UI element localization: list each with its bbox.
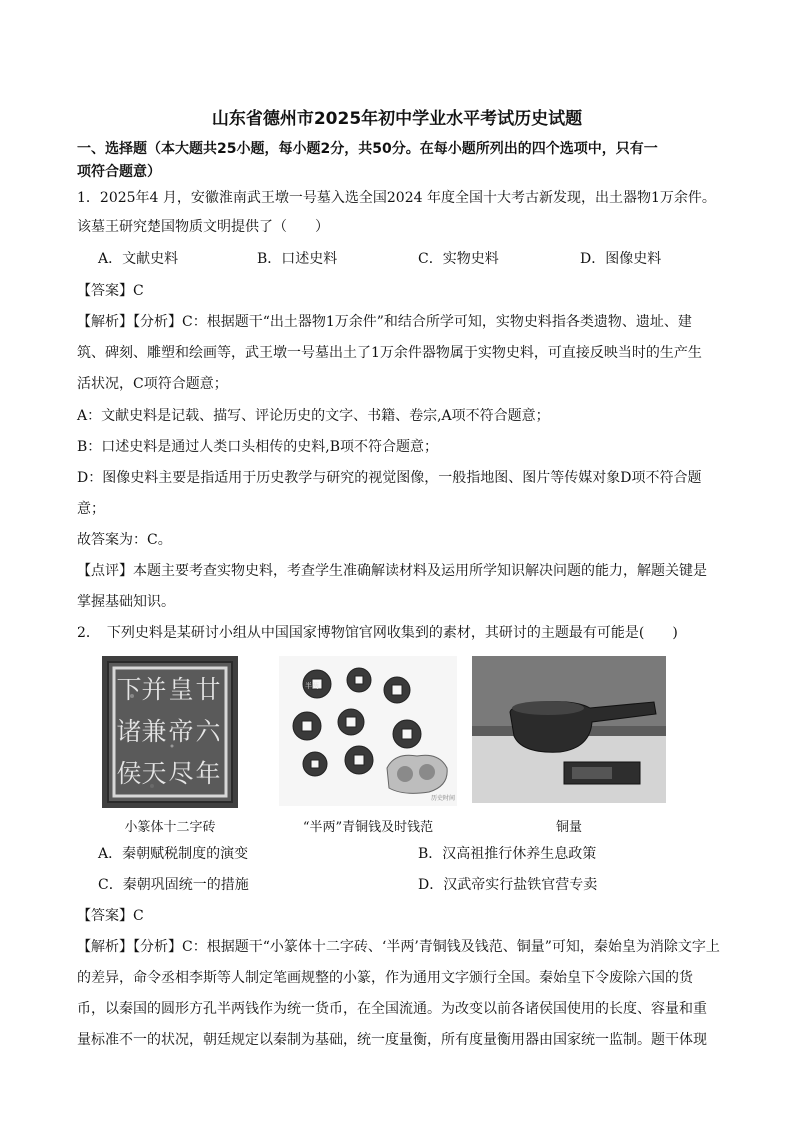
image-watermark: 历史时间 xyxy=(431,795,456,802)
q2-option-a: A．秦朝赋税制度的演变 xyxy=(98,846,249,862)
seal-char: 廿 xyxy=(195,675,221,704)
q2-option-c: C．秦朝巩固统一的措施 xyxy=(98,877,249,893)
q2-answer: 【答案】C xyxy=(77,908,144,924)
q2-analysis-line: 【解析】【分析】C：根据题干“小篆体十二字砖、‘半两’青铜钱及钱范、铜量”可知，秦始皇为消除文字上 xyxy=(77,939,720,955)
q1-analysis-line: D：图像史料主要是指适用于历史教学与研究的视觉图像，一般指地图、图片等传媒对象D项不符合题 xyxy=(77,470,702,486)
exam-title: 山东省德州市2025年初中学业水平考试历史试题 xyxy=(211,109,583,129)
seal-char: 六 xyxy=(195,717,221,746)
q1-analysis-line: 活状况，C项符合题意； xyxy=(77,376,228,392)
q1-analysis-line: 故答案为：C。 xyxy=(77,532,172,548)
section-heading-line2: 项符合题意） xyxy=(77,164,161,180)
q2-option-b: B．汉高祖推行休养生息政策 xyxy=(418,846,597,862)
q1-analysis-line: 【解析】【分析】C：根据题干“出土器物1万余件”和结合所学可知，实物史料指各类遗物、遗址、建 xyxy=(77,314,692,330)
caption-coins: “半两”青铜钱及时钱范 xyxy=(302,820,434,835)
seal-char: 下 xyxy=(116,675,142,704)
caption-bronze-measure: 铜量 xyxy=(555,820,582,835)
q1-option-b: B．口述史料 xyxy=(257,251,338,267)
q1-comment-line: 【点评】本题主要考查实物史料，考查学生准确解读材料及运用所学知识解决问题的能力，解题关键是 xyxy=(77,563,707,579)
seal-char: 兼 xyxy=(141,717,167,746)
q1-analysis-line: 筑、碑刻、雕塑和绘画等，武王墩一号墓出土了1万余件器物属于实物史料，可直接反映当时的生产生 xyxy=(77,345,702,361)
bronze-measure-graphic xyxy=(472,656,666,803)
q2-stem: 2． 下列史料是某研讨小组从中国国家博物馆官网收集到的素材，其研讨的主题最有可能是( ) xyxy=(77,625,678,641)
q1-analysis-line: A：文献史料是记载、描写、评论历史的文字、书籍、卷宗,A项不符合题意； xyxy=(77,408,550,424)
banliang-coins-image xyxy=(279,656,457,806)
q1-stem-line2: 该墓王研究楚国物质文明提供了（ ） xyxy=(77,219,329,235)
seal-char: 侯 xyxy=(116,759,142,788)
seal-char: 并 xyxy=(141,675,167,704)
bronze-measure-image xyxy=(472,656,666,803)
seal-char: 年 xyxy=(195,759,221,788)
q1-option-a: A．文献史料 xyxy=(98,251,179,267)
coins-graphic xyxy=(279,656,457,806)
seal-char: 天 xyxy=(141,759,167,788)
q2-analysis-line: 的差异，命令丞相李斯等人制定笔画规整的小篆，作为通用文字颁行全国。秦始皇下令废除六国的货 xyxy=(77,970,693,986)
q2-analysis-line: 量标准不一的状况，朝廷规定以秦制为基础，统一度量衡，所有度量衡用器由国家统一监制。题干体现 xyxy=(77,1032,707,1048)
q1-option-c: C．实物史料 xyxy=(418,251,499,267)
seal-brick-graphic xyxy=(102,656,238,808)
section-heading-line1: 一、选择题（本大题共25小题，每小题2分，共50分。在每小题所列出的四个选项中，只有一 xyxy=(77,141,658,157)
coin-inscription: 半两 xyxy=(305,682,319,690)
q1-comment-line: 掌握基础知识。 xyxy=(77,594,175,610)
seal-char: 诸 xyxy=(116,717,142,746)
caption-seal-brick: 小篆体十二字砖 xyxy=(124,820,216,835)
q1-answer: 【答案】C xyxy=(77,283,144,299)
seal-brick-image xyxy=(102,656,238,808)
seal-char: 帝 xyxy=(168,717,194,746)
q1-analysis-line: B：口述史料是通过人类口头相传的史料,B项不符合题意； xyxy=(77,439,439,455)
q1-option-d: D．图像史料 xyxy=(580,251,662,267)
q2-analysis-line: 币，以秦国的圆形方孔半两钱作为统一货币，在全国流通。为改变以前各诸侯国使用的长度、容量和重 xyxy=(77,1001,707,1017)
q2-option-d: D．汉武帝实行盐铁官营专卖 xyxy=(418,877,598,893)
q1-stem-line1: 1．2025年4 月，安徽淮南武王墩一号墓入选全国2024 年度全国十大考古新发现，出土器物1万余件。 xyxy=(77,190,716,206)
q1-analysis-line: 意； xyxy=(77,501,105,517)
seal-char: 皇 xyxy=(168,675,194,704)
seal-char: 尽 xyxy=(168,759,194,788)
